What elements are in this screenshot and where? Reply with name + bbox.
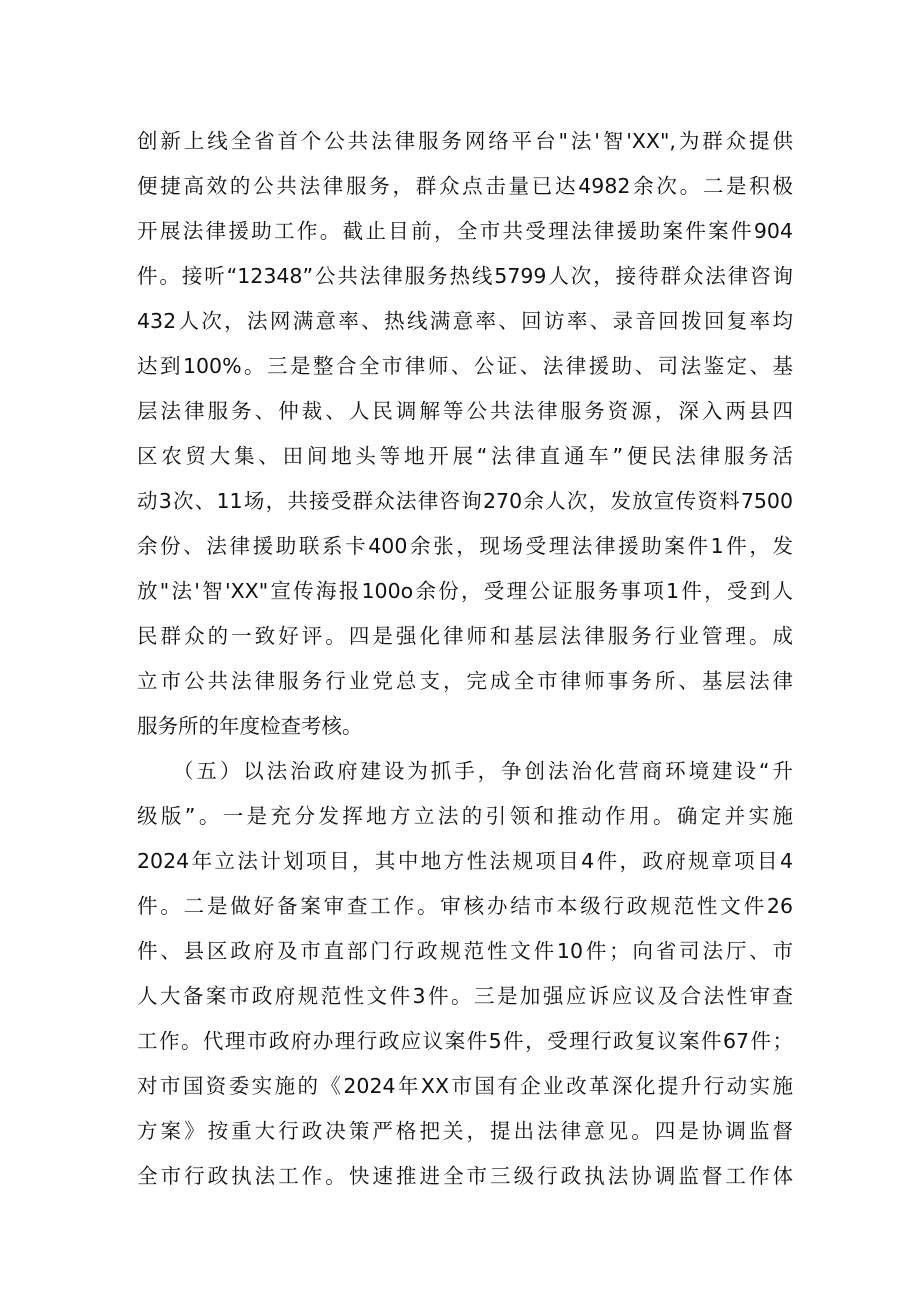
text-line: 432人次，法网满意率、热线满意率、回访率、录音回拨回复率均 [137, 309, 793, 333]
text-line: 件。接听“12348”公共法律服务热线5799人次，接待群众法律咨询 [137, 264, 793, 288]
text-line: 方案》按重大行政决策严格把关，提出法律意见。四是协调监督 [137, 1119, 793, 1143]
text-line: 便捷高效的公共法律服务，群众点击量已达4982余次。二是积极 [137, 174, 793, 198]
text-line: 区农贸大集、田间地头等地开展“法律直通车”便民法律服务活 [137, 444, 793, 468]
text-line: 开展法律援助工作。截止目前，全市共受理法律援助案件案件904 [137, 219, 793, 243]
text-line: 对市国资委实施的《2024年XX市国有企业改革深化提升行动实施 [137, 1074, 793, 1098]
text-line: 级版”。一是充分发挥地方立法的引领和推动作用。确定并实施 [137, 804, 793, 828]
text-line: 民群众的一致好评。四是强化律师和基层法律服务行业管理。成 [137, 624, 793, 648]
text-line: 动3次、11场，共接受群众法律咨询270余人次，发放宣传资料7500 [137, 489, 793, 513]
text-line: 放"法'智'XX"宣传海报100o余份，受理公证服务事项1件，受到人 [137, 579, 793, 603]
text-line: 余份、法律援助联系卡400余张，现场受理法律援助案件1件，发 [137, 534, 793, 558]
body-text [137, 119, 793, 1199]
text-line: 工作。代理市政府办理行政应议案件5件，受理行政复议案件67件； [137, 1029, 793, 1053]
text-line: 创新上线全省首个公共法律服务网络平台"法'智'XX",为群众提供 [137, 129, 793, 153]
text-line: 立市公共法律服务行业党总支，完成全市律师事务所、基层法律 [137, 669, 793, 693]
paragraph-1 [137, 119, 793, 749]
text-line: 层法律服务、仲裁、人民调解等公共法律服务资源，深入两县四 [137, 399, 793, 423]
text-line: 达到100%。三是整合全市律师、公证、法律援助、司法鉴定、基 [137, 354, 793, 378]
paragraph-2 [137, 749, 793, 1199]
text-line: 件、县区政府及市直部门行政规范性文件10件；向省司法厅、市 [137, 939, 793, 963]
text-line: 2024年立法计划项目，其中地方性法规项目4件，政府规章项目4 [137, 849, 793, 873]
text-line: 全市行政执法工作。快速推进全市三级行政执法协调监督工作体 [137, 1164, 793, 1188]
text-line: 件。二是做好备案审查工作。审核办结市本级行政规范性文件26 [137, 894, 793, 918]
text-line: 人大备案市政府规范性文件3件。三是加强应诉应议及合法性审查 [137, 984, 793, 1008]
text-line: 服务所的年度检查考核。 [137, 714, 363, 738]
section-heading-line: （五）以法治政府建设为抓手，争创法治化营商环境建设“升 [173, 759, 793, 783]
